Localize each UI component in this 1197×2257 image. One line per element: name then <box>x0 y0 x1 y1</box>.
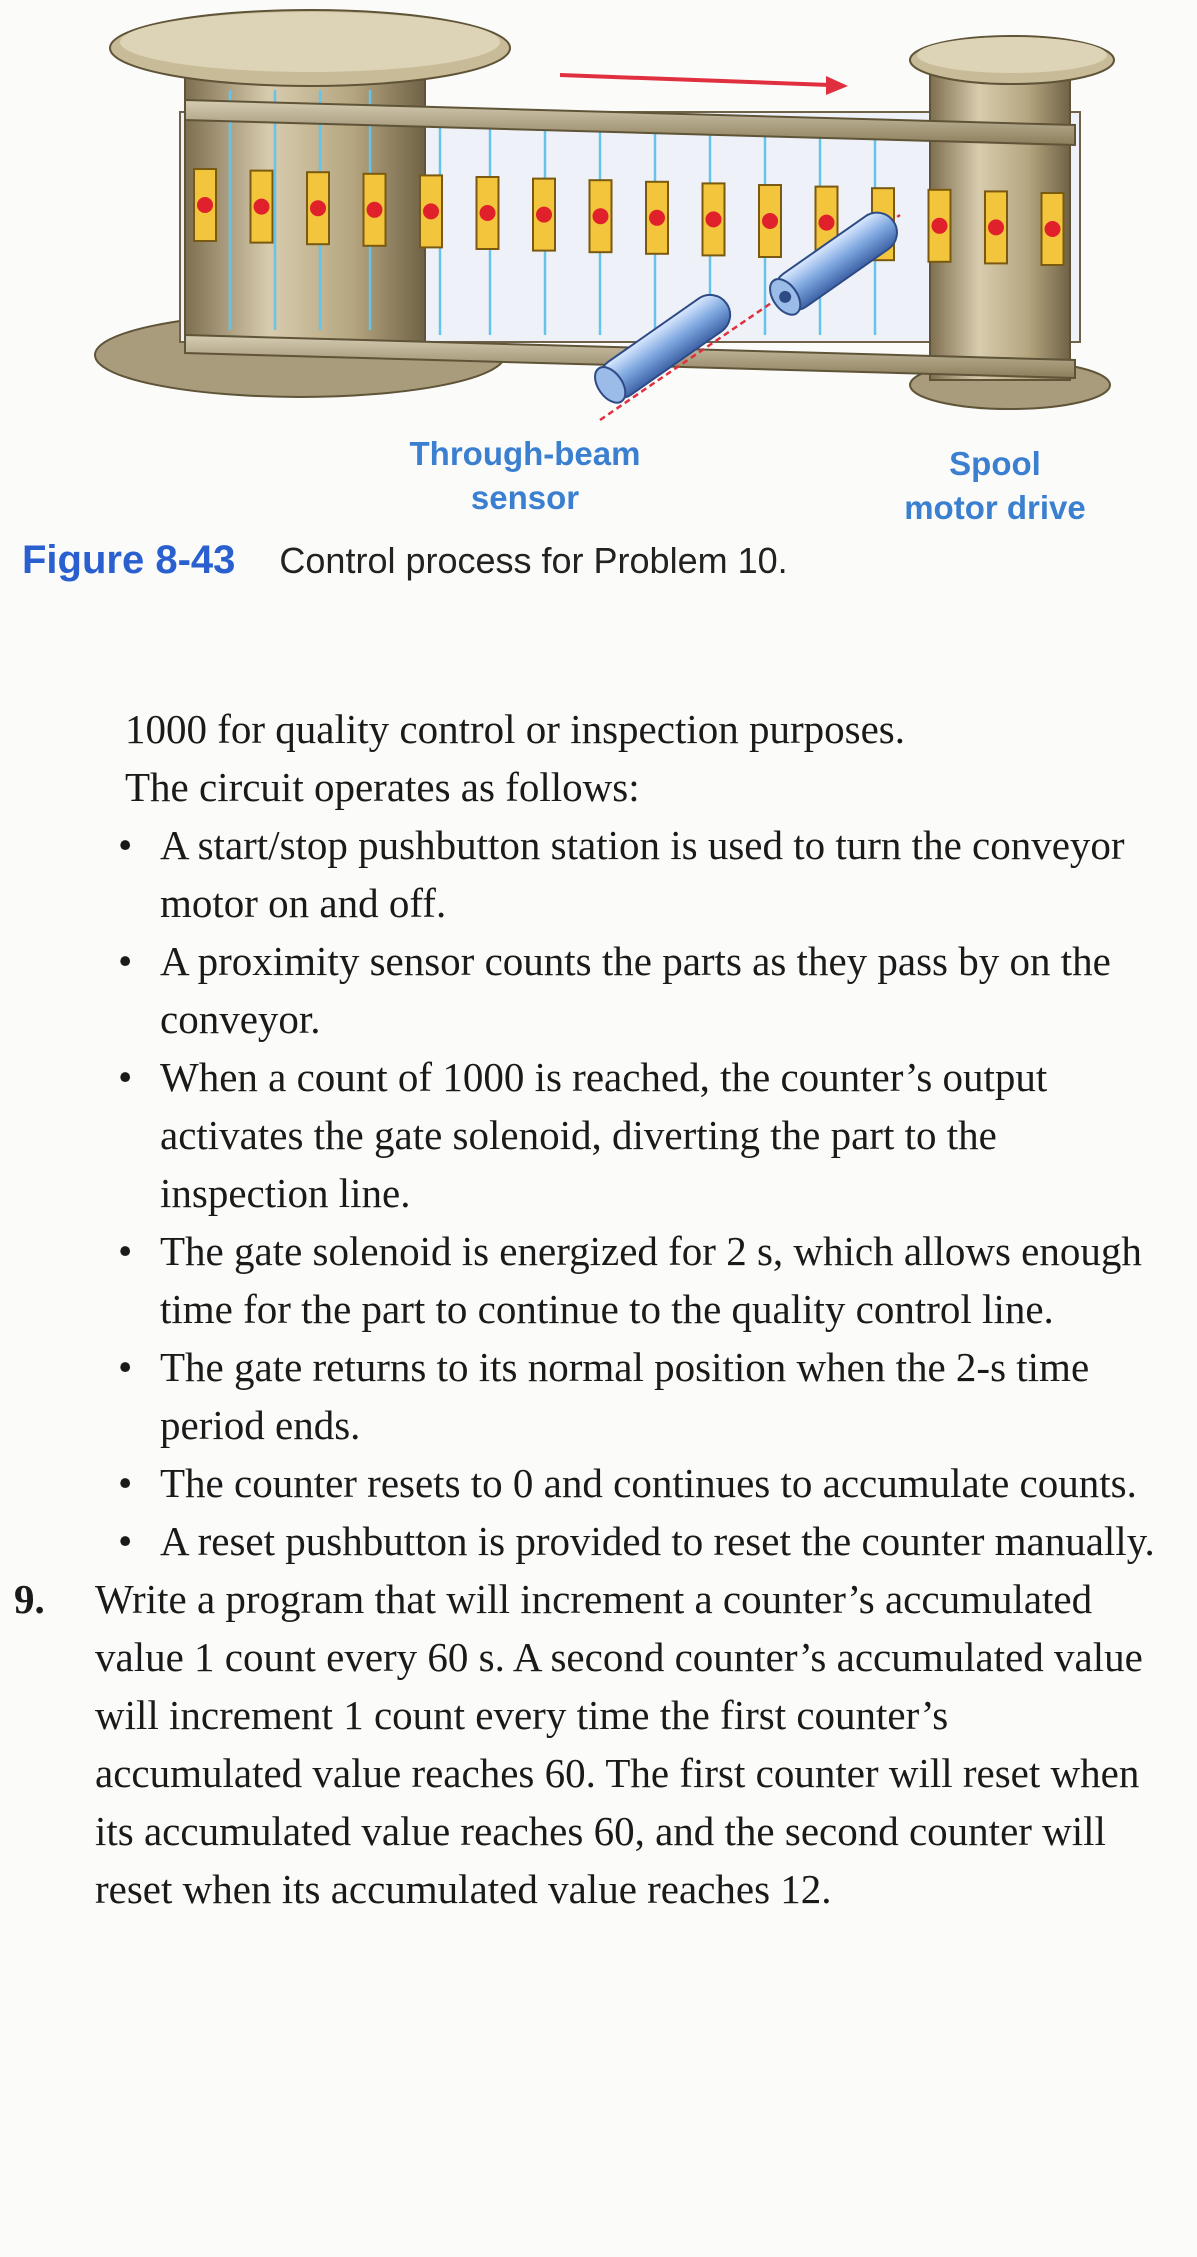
bullet-dot: • <box>118 1344 133 1390</box>
bullet-dot: • <box>118 1054 133 1100</box>
conveyor-part <box>194 169 216 241</box>
bullet-dot: • <box>118 1518 133 1564</box>
conveyor-part <box>477 177 499 249</box>
bullet-text: A start/stop pushbutton station is used to turn the conveyor motor on and off. <box>160 822 1125 926</box>
left-spool-top-disc-face <box>120 12 500 72</box>
sensor-label-line2: sensor <box>470 479 580 516</box>
figure-number: Figure 8-43 <box>22 538 236 582</box>
intro-line-1: 1000 for quality control or inspection purposes. <box>125 706 906 752</box>
bullet-item <box>0 1048 1197 1222</box>
problem-statement: Write a program that will increment a counter’s accumulated value 1 count every 60 s. A second counter’s accumulated value will increment 1 count every time the first counter’s accumulated value reaches 60. The first counter will reset when its accumulated value reaches 60, and the second counter will reset when its accumulated value reaches 12. <box>95 1576 1143 1912</box>
bullet-dot: • <box>118 822 133 868</box>
conveyor-part <box>646 182 668 254</box>
conveyor-part <box>1042 193 1064 265</box>
intro-paragraph <box>0 700 1197 816</box>
bullet-dot: • <box>118 938 133 984</box>
direction-arrow-icon <box>560 75 848 95</box>
conveyor-part <box>364 174 386 246</box>
bullet-dot: • <box>118 1460 133 1506</box>
bullet-text: The gate solenoid is energized for 2 s, which allows enough time for the part to continue to the quality control line. <box>160 1228 1142 1332</box>
sensor-label-line1: Through-beam <box>409 435 641 472</box>
bullet-text: A reset pushbutton is provided to reset the counter manually. <box>160 1518 1155 1564</box>
problem-number: 9. <box>14 1576 45 1622</box>
conveyor-part <box>703 183 725 255</box>
bullet-dot: • <box>118 1228 133 1274</box>
bullet-item <box>0 1454 1197 1512</box>
bullet-item <box>0 816 1197 932</box>
bullet-item <box>0 1512 1197 1570</box>
conveyor-part <box>533 179 555 251</box>
bullet-item <box>0 1222 1197 1338</box>
conveyor-part <box>420 175 442 247</box>
problem-9 <box>0 1570 1197 1918</box>
through-beam-sensor-label <box>380 432 670 520</box>
conveyor-part <box>929 190 951 262</box>
bullet-item <box>0 932 1197 1048</box>
intro-line-2: The circuit operates as follows: <box>125 764 640 810</box>
bullet-item <box>0 1338 1197 1454</box>
bullet-text: The counter resets to 0 and continues to accumulate counts. <box>160 1460 1137 1506</box>
right-spool-top-disc-face <box>917 37 1107 73</box>
figure-caption-text: Control process for Problem 10. <box>279 540 788 581</box>
bullet-text: The gate returns to its normal position when the 2-s time period ends. <box>160 1344 1090 1448</box>
conveyor-part <box>985 191 1007 263</box>
spool-label-line1: Spool <box>949 445 1041 482</box>
conveyor-part <box>307 172 329 244</box>
conveyor-part <box>759 185 781 257</box>
conveyor-part <box>590 180 612 252</box>
spool-motor-drive-label <box>870 442 1120 530</box>
conveyor-part <box>251 171 273 243</box>
bullet-list <box>0 816 1197 1570</box>
bullet-text: A proximity sensor counts the parts as they pass by on the conveyor. <box>160 938 1111 1042</box>
bullet-text: When a count of 1000 is reached, the counter’s output activates the gate solenoid, diverting the part to the inspection line. <box>160 1054 1048 1216</box>
spool-label-line2: motor drive <box>904 489 1086 526</box>
figure-caption <box>22 538 1182 583</box>
problem-text <box>0 700 1197 1918</box>
